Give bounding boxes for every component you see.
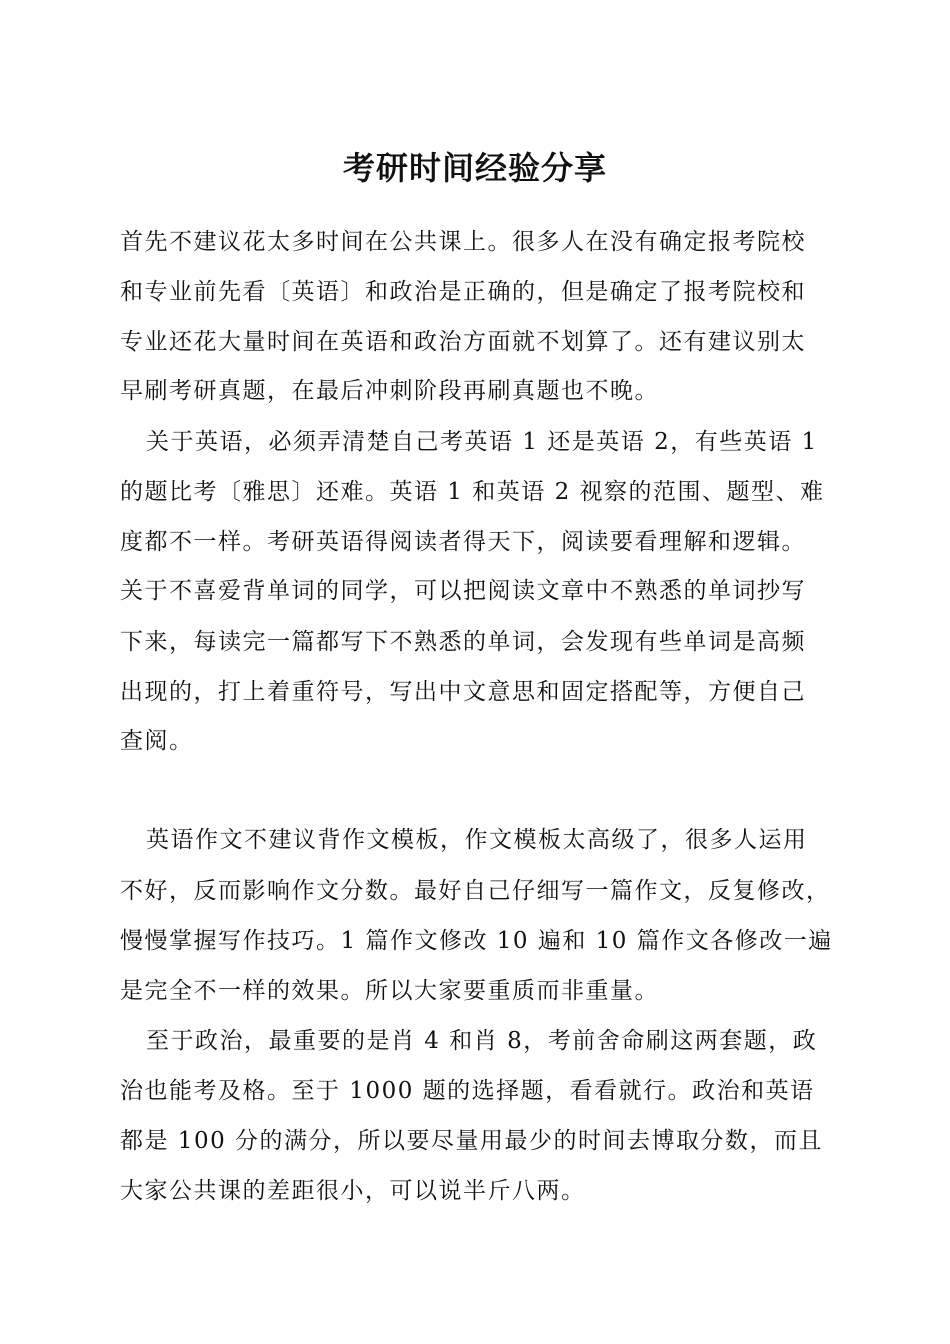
- paragraph-4-line-4: 大家公共课的差距很小，可以说半斤八两。: [120, 1178, 586, 1204]
- paragraph-3-line-4: 是完全不一样的效果。所以大家要重质而非重量。: [120, 978, 659, 1004]
- paragraph-2-line-3: 度都不一样。考研英语得阅读者得天下，阅读要看理解和逻辑。: [120, 529, 806, 555]
- paragraph-2-line-5: 下来，每读完一篇都写下不熟悉的单词，会发现有些单词是高频: [120, 629, 806, 655]
- paragraph-4-line-1: 至于政治，最重要的是肖 4 和肖 8，考前舍命刷这两套题，政: [146, 1028, 818, 1054]
- paragraph-2-line-2: 的题比考〔雅思〕还难。英语 1 和英语 2 视察的范围、题型、难: [120, 479, 825, 505]
- paragraph-1-line-2: 和专业前先看〔英语〕和政治是正确的，但是确定了报考院校和: [120, 279, 806, 305]
- paragraph-3-line-1: 英语作文不建议背作文模板，作文模板太高级了，很多人运用: [146, 827, 808, 853]
- paragraph-2-line-1: 关于英语，必须弄清楚自己考英语 1 还是英语 2，有些英语 1: [146, 429, 818, 455]
- paragraph-1-line-1: 首先不建议花太多时间在公共课上。很多人在没有确定报考院校: [120, 229, 806, 255]
- paragraph-3-line-2: 不好，反而影响作文分数。最好自己仔细写一篇作文，反复修改，: [120, 878, 831, 904]
- paragraph-2-line-4: 关于不喜爱背单词的同学，可以把阅读文章中不熟悉的单词抄写: [120, 578, 806, 604]
- paragraph-4-line-2: 治也能考及格。至于 1000 题的选择题，看看就行。政治和英语: [120, 1078, 815, 1104]
- paragraph-2-line-6: 出现的，打上着重符号，写出中文意思和固定搭配等，方便自己: [120, 679, 806, 705]
- paragraph-4-line-3: 都是 100 分的满分，所以要尽量用最少的时间去博取分数，而且: [120, 1128, 824, 1154]
- paragraph-3-line-3: 慢慢掌握写作技巧。1 篇作文修改 10 遍和 10 篇作文各修改一遍: [120, 928, 833, 954]
- paragraph-2-line-7: 查阅。: [120, 728, 194, 754]
- paragraph-1-line-4: 早刷考研真题，在最后冲刺阶段再刷真题也不晚。: [120, 378, 659, 404]
- paragraph-1-line-3: 专业还花大量时间在英语和政治方面就不划算了。还有建议别太: [120, 329, 806, 355]
- page-title: 考研时间经验分享: [342, 149, 607, 187]
